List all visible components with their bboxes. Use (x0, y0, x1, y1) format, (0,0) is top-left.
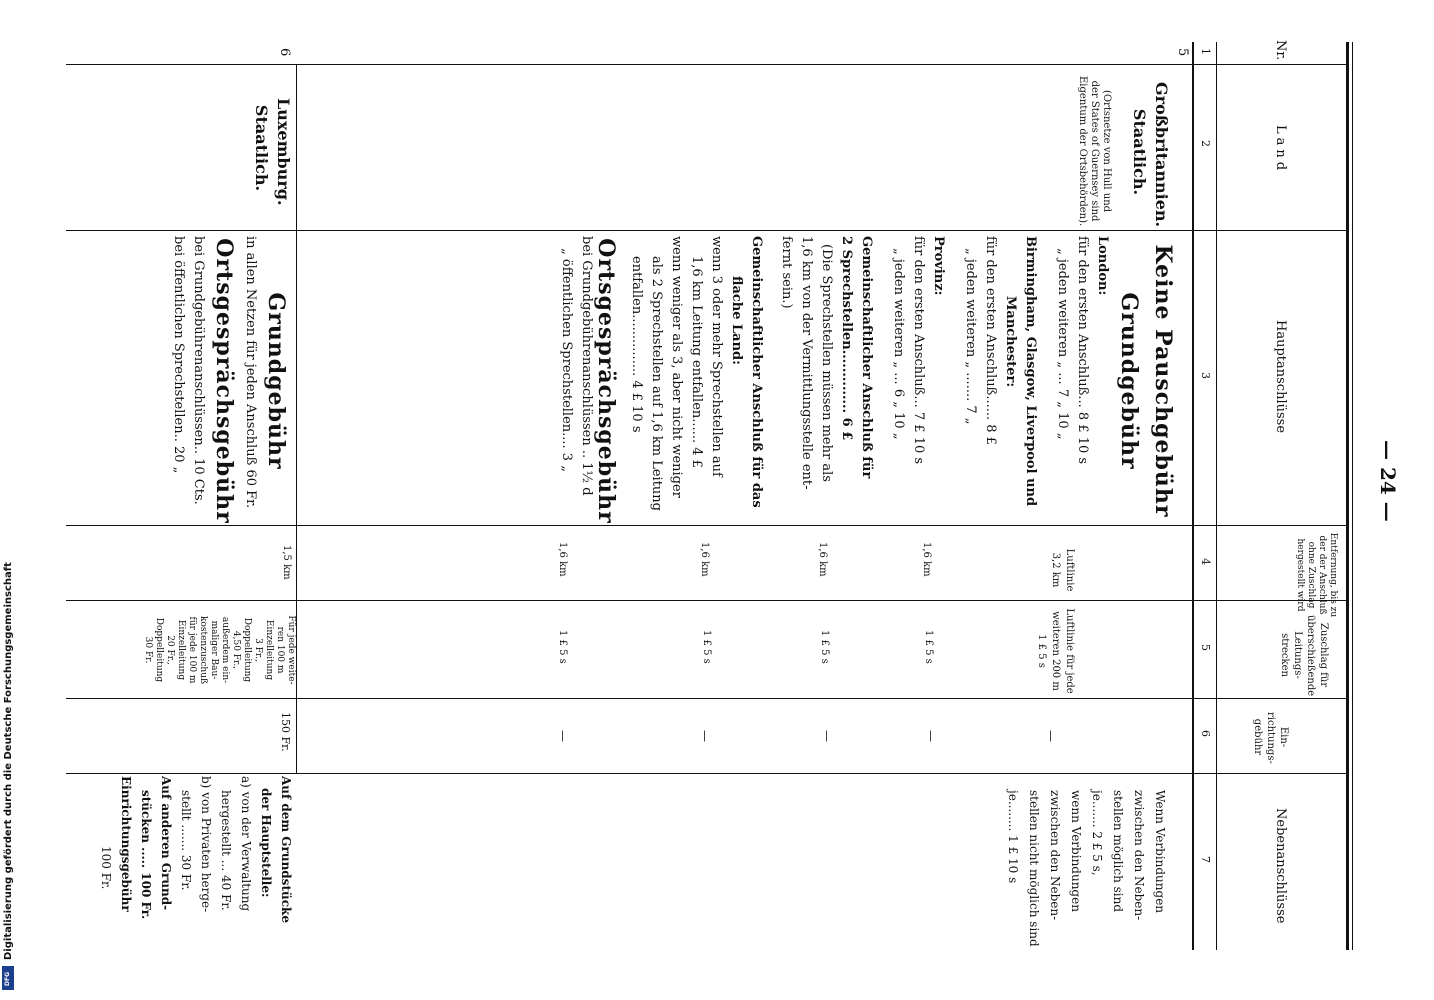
colnum-1: 1 (1199, 48, 1212, 55)
row5-c5-prov: 1 £ 5 s (819, 630, 830, 664)
colnum-3: 3 (1199, 372, 1212, 379)
col-rule-2 (66, 230, 1348, 231)
row6-c5: Für jede weite- ren 100 m Einzelleitung 3 Fr., Doppelleitung 4,50 Fr., außerdem ein- maliger Bau- kostenzuschuß für jede 100 m Einzelleitung 20 Fr., Doppelleitung 30 Fr. (143, 615, 296, 685)
col-rule-4 (66, 600, 1348, 601)
row5-c4-land: 1,6 km (557, 542, 568, 577)
row5-c6-bham: — (924, 730, 938, 742)
row5-land-note: (Ortsnetze von Hull und der States of Guernsey sind Eigentum der Ortsbehörden). (1077, 76, 1112, 227)
row5-flaches-land: Gemeinschaftlicher Anschluß für das (749, 236, 764, 508)
row5-provinz: Provinz: (931, 236, 946, 296)
row6-hauptanschluesse: Grundgebühr in allen Netzen für jeden Anschluß 60 Fr. Ortsgesprächsgebühr bei Grundgebührenanschlüssen.. 10 Cts. bei öffentlichen Sprechstellen.. 20 „ (168, 236, 292, 526)
row5-c6-london: — (1044, 730, 1058, 742)
row5-london: London: (1095, 236, 1110, 296)
row6-nr: 6 (277, 48, 292, 57)
header-nr: Nr. (1273, 40, 1288, 61)
row5-land (1128, 82, 1172, 228)
row5-nr: 5 (1175, 48, 1190, 57)
number-row-rule (1216, 42, 1217, 950)
row5-c5-gem: 1 £ 5 s (701, 630, 712, 664)
row5-main-title: Keine Pauschgebühr (1150, 244, 1176, 518)
row5-c5-london: Luftlinie für jede weiteren 200 m 1 £ 5 s (1036, 608, 1075, 694)
row5-gemeinschaft: Gemeinschaftlicher Anschluß für (859, 236, 874, 479)
row5-c4-prov: 1,6 km (817, 542, 828, 577)
colnum-2: 2 (1199, 140, 1212, 147)
col-rule-5 (66, 698, 1348, 699)
row6-land-type: Staatlich. (252, 104, 271, 192)
row-separator (296, 64, 297, 774)
col-rule-1 (66, 64, 1348, 65)
row5-c4-london: Luftlinie 3,2 km (1050, 548, 1075, 592)
row6-land-name: Luxemburg. (274, 98, 293, 206)
header-land: Land (1273, 125, 1288, 175)
page-number: — 24 — (1376, 440, 1400, 522)
row6-nebenanschluesse: Auf dem Grundstücke der Hauptstelle: a) von der Verwaltung hergestellt ... 40 Fr. b) von Privaten herge- stellt ....... 30 Fr. Auf anderen Grund- stücken ..... 100 Fr. Einrichtungsgebühr 100 Fr. (99, 776, 293, 923)
row5-birmingham: Birmingham, Glasgow, Liverpool und (1023, 236, 1038, 507)
colnum-7: 7 (1199, 856, 1212, 863)
digitization-footer: Digitalisierung gefördert durch die Deutsche Forschungsgemeinschaft (3, 562, 14, 960)
header-nebenanschluesse: Nebenanschlüsse (1273, 808, 1288, 924)
row5-ort-title: Ortsgesprächsgebühr (593, 238, 619, 524)
header-entfernung: Entfernung, bis zu der der Anschluß ohne Zuschlag hergestellt wird (1295, 532, 1338, 618)
row6-c4: 1,5 km (281, 545, 292, 580)
outer-rule-thin (1352, 42, 1353, 950)
outer-rule-thick (1346, 42, 1349, 950)
row6-land (250, 98, 294, 206)
row5-nebenanschluesse: Wenn Verbindungen zwischen den Neben- stellen möglich sind je....... 2 £ 5 s, wenn Verbindungen zwischen den Neben- stellen nicht möglich sind je........ 1 £ 10 s (1006, 790, 1167, 947)
row5-c5-land: 1 £ 5 s (557, 630, 568, 664)
dfg-logo: DFG (2, 966, 14, 990)
header-hauptanschluesse: Hauptanschlüsse (1273, 320, 1288, 434)
row6-grund-title: Grundgebühr (263, 292, 289, 470)
row5-c6-land: — (556, 730, 570, 742)
row6-ort-title: Ortsgesprächsgebühr (211, 238, 237, 524)
row5-c4-gem: 1,6 km (699, 542, 710, 577)
colnum-4: 4 (1199, 558, 1212, 565)
row5-c5-bham: 1 £ 5 s (923, 630, 934, 664)
header-einrichtung: Ein-richtungs-gebühr (1252, 712, 1289, 764)
row6-c6: 150 Fr. (279, 712, 292, 752)
header-zuschlag: Zuschlag für überschießende Leitungs-strecken (1279, 615, 1329, 697)
row5-land-name: Großbritannien. (1152, 82, 1171, 228)
row5-land-type: Staatlich. (1130, 108, 1149, 196)
row5-sub-title: Grundgebühr (1116, 292, 1142, 470)
row5-hauptanschluesse: Keine Pauschgebühr Grundgebühr London: für den ersten Anschluß... 8 £ 10 s „ jeden weiteren „ ... 7 „ 10 „ Birmingham, Glasgow, Liverpool und Manchester: für den ersten Anschluß...... 8 £ „ jeden weiteren „ ....... 7 „ Provinz: für den ersten Anschluß... 7 £ 10 s „ jeden weiteren „ ... 6 „ 10 „ Gemeinschaftlicher Anschluß für 2 Sprechstellen.............. 6 £ (Die Sprechstellen müssen mehr als 1,6 km von der Vermittlungsstelle ent- fernt sein.) Gemeinschaftlicher Anschluß für das flache Land: wenn 3 oder mehr Sprechstellen auf 1,6 km Leitung entfallen...... 4 £ wenn weniger als 3, aber nicht weniger als 2 Sprechstellen auf 1,6 km Leitung entfallen............... 4 £ 10 s Ortsgesprächsgebühr bei Grundgebührenanschlüssen .. 1½ d „ öffentlichen Sprechstellen.... 3 „ (556, 236, 1180, 526)
col-rule-6 (66, 773, 1348, 774)
row5-c4-bham: 1,6 km (921, 542, 932, 577)
header-rule (1192, 42, 1194, 950)
row5-c6-prov: — (820, 730, 834, 742)
colnum-6: 6 (1199, 730, 1212, 737)
colnum-5: 5 (1199, 644, 1212, 651)
row5-c6-gem: — (698, 730, 712, 742)
